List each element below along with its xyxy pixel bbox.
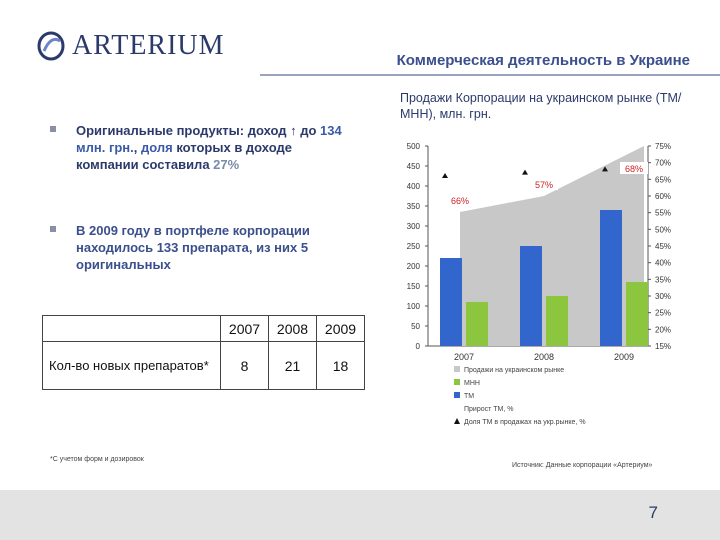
x-tick-label: 2007 [453,352,475,362]
table-corner-cell [43,316,221,342]
bar-mnn [546,296,568,346]
table-row [43,342,365,390]
bullet-original-products [76,122,356,173]
y2-tick-label: 15% [655,342,672,351]
chart-title: Продажи Корпорации на украинском рынке (ТМ/МНН), млн. грн. [400,91,682,121]
page-title: Коммерческая деятельность в Украине [396,52,690,69]
y2-tick-label: 75% [655,142,672,151]
growth-label: 57% [534,180,554,190]
table-year-2009: 2009 [317,316,365,342]
y-tick-label: 250 [406,242,420,251]
y-tick-label: 350 [406,202,420,211]
legend-label: Продажи на украинском рынке [464,367,565,374]
legend-swatch [454,379,460,385]
growth-label: 66% [450,196,470,206]
y2-tick-label: 65% [655,175,672,185]
legend-label: Прирост ТМ, % [464,406,514,413]
bullet-text-pre: Оригинальные продукты: доход ↑ до [76,123,321,138]
bullet-share-word: доля [141,140,173,155]
legend-label: ТМ [464,393,475,400]
table-value-2009: 18 [317,342,365,390]
table-year-2008: 2008 [269,316,317,342]
y2-tick-label: 50% [655,225,672,235]
y2-tick-label: 25% [655,308,672,318]
table-value-2008: 21 [269,342,317,390]
bar-tm [600,210,622,346]
y2-tick-label: 55% [655,208,672,218]
bullet-portfolio-text: В 2009 году в портфеле корпорации находилось 133 препарата, из них 5 оригинальных [76,223,310,272]
y2-tick-label: 45% [655,242,672,251]
y-tick-label: 150 [406,282,420,291]
x-tick-label: 2009 [613,352,635,362]
bullet-revenue-value: 134 млн. грн. [76,123,342,155]
bullet-marker [50,126,56,132]
y2-tick-label: 30% [655,292,672,301]
table-year-2007: 2007 [221,316,269,342]
y-tick-label: 100 [406,302,420,311]
footer-band [0,490,720,540]
bar-tm [520,246,542,346]
bullet-share-value: 27% [213,157,240,172]
legend-swatch [454,392,460,398]
y-tick-label: 400 [406,182,420,191]
bullet-text-mid: , [133,140,142,155]
y-tick-label: 50 [411,322,420,331]
y2-tick-label: 70% [655,158,672,168]
bar-tm [440,258,462,346]
y-tick-label: 0 [415,342,420,351]
legend-label: МНН [464,380,480,387]
legend-swatch-marker [454,418,460,424]
share-marker [442,173,448,178]
y-tick-label: 300 [406,222,420,231]
table-header-row [43,316,365,342]
page-number: 7 [648,503,658,522]
bullet-marker [50,226,56,232]
arterium-logo-icon [36,31,66,61]
y2-tick-label: 40% [655,258,672,268]
bullet-portfolio [76,222,356,273]
growth-label: 68% [624,164,644,174]
footnote: *С учетом форм и дозировок [50,456,144,463]
sales-chart [380,128,700,448]
bar-mnn [626,282,648,346]
new-drugs-table [42,315,365,390]
header-divider-gap [0,73,260,76]
logo-text: ARTERIUM [72,30,225,61]
y2-tick-label: 20% [655,325,672,335]
legend-label: Доля ТМ в продажах на укр.рынке, % [464,419,586,426]
table-row-label: Кол-во новых препаратов* [43,342,221,390]
y2-tick-label: 35% [655,275,672,285]
x-tick-label: 2008 [533,352,555,362]
y-tick-label: 200 [406,262,420,271]
logo [36,30,225,62]
y-tick-label: 500 [406,142,420,151]
legend-swatch [454,366,460,372]
bullet-text-mid2: которых в доходе компании составила [76,140,292,172]
share-marker [522,170,528,175]
source-note: Источник: Данные корпорации «Артериум» [512,462,653,469]
table-value-2007: 8 [221,342,269,390]
y-tick-label: 450 [406,162,420,171]
bar-mnn [466,302,488,346]
y2-tick-label: 60% [655,192,672,201]
